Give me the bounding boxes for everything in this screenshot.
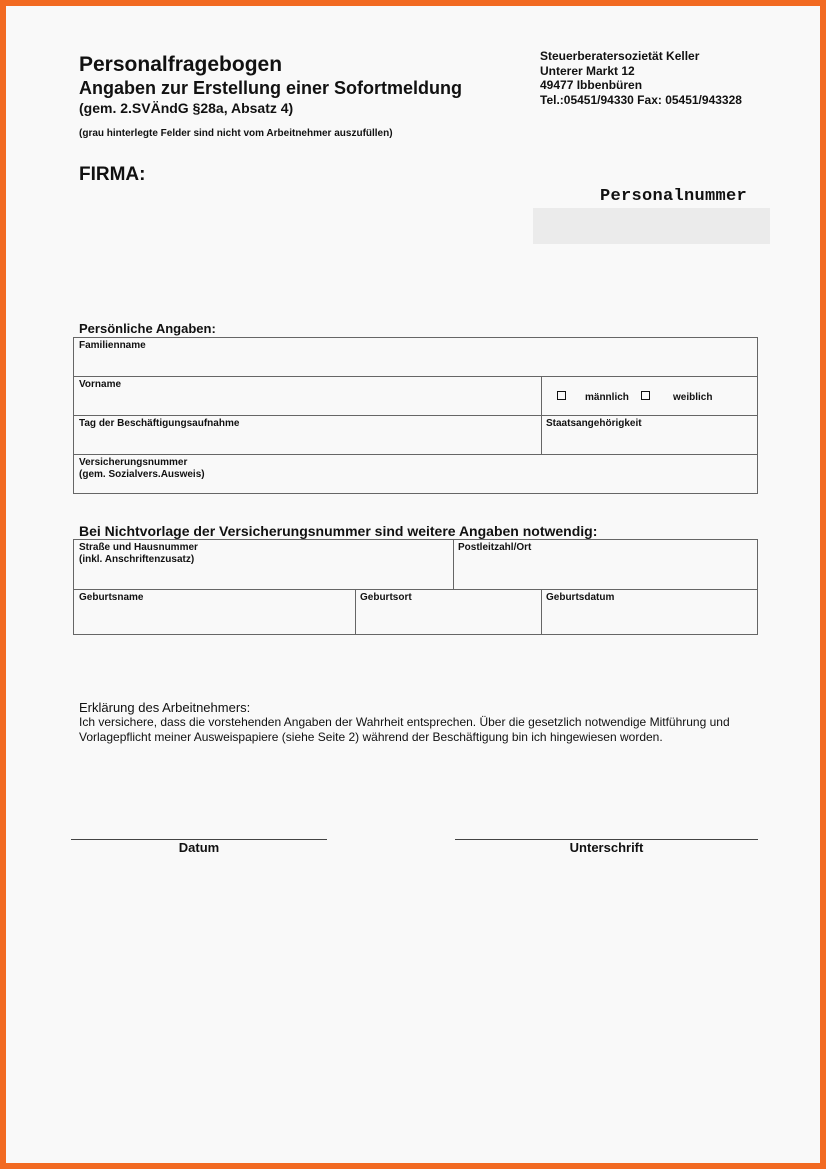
beschaeftigungsaufnahme-field[interactable]: Tag der Beschäftigungsaufnahme (79, 418, 240, 429)
extra-data-table (73, 539, 758, 635)
company-street: Unterer Markt 12 (540, 63, 635, 78)
personal-section-title: Persönliche Angaben: (79, 321, 216, 336)
versicherungsnummer-label: Versicherungsnummer (79, 457, 188, 468)
firma-label: FIRMA: (79, 164, 146, 185)
maennlich-label: männlich (585, 392, 629, 403)
row-divider (74, 454, 757, 455)
versicherungsnummer-field[interactable] (79, 457, 205, 481)
company-city: 49477 Ibbenbüren (540, 78, 643, 92)
company-name: Steuerberatersozietät Keller (540, 49, 700, 63)
vorname-field[interactable]: Vorname (79, 379, 122, 390)
unterschrift-label: Unterschrift (569, 840, 644, 855)
column-divider (541, 589, 542, 634)
law-reference: (gem. 2.SVÄndG §28a, Absatz 4) (79, 100, 294, 116)
declaration (79, 700, 769, 745)
versicherungsnummer-sublabel: (gem. Sozialvers.Ausweis) (79, 469, 205, 480)
form-title: Personalfragebogen (79, 53, 283, 76)
geburtsdatum-field[interactable]: Geburtsdatum (546, 592, 615, 603)
staatsangehoerigkeit-field[interactable]: Staatsangehörigkeit (546, 418, 642, 429)
weiblich-label: weiblich (673, 392, 713, 403)
weiblich-checkbox[interactable] (641, 391, 650, 400)
column-divider (541, 376, 542, 454)
geburtsname-field[interactable]: Geburtsname (79, 592, 144, 603)
column-divider (355, 589, 356, 634)
company-contact: Tel.:05451/94330 Fax: 05451/943328 (540, 92, 742, 107)
extra-section-title: Bei Nichtvorlage der Versicherungsnummer sind weitere Angaben notwendig: (79, 523, 598, 539)
form-subtitle: Angaben zur Erstellung einer Sofortmeldung (79, 78, 463, 98)
geburtsort-field[interactable]: Geburtsort (360, 592, 412, 603)
strasse-field[interactable] (79, 542, 198, 566)
plz-ort-field[interactable]: Postleitzahl/Ort (458, 542, 532, 553)
familienname-field[interactable]: Familienname (79, 340, 146, 351)
declaration-text: Ich versichere, dass die vorstehenden Angaben der Wahrheit entsprechen. Über die gesetzlich notwendige Mitführung und Vorlagepflicht meiner Ausweispapiere (siehe Seite 2) während der Beschäftigung bin ich hingewiesen worden. (79, 715, 730, 744)
datum-label: Datum (178, 840, 220, 855)
strasse-label: Straße und Hausnummer (79, 542, 198, 553)
personalnummer-label: Personalnummer (600, 187, 748, 206)
personalnummer-field[interactable] (533, 208, 770, 244)
company-address (540, 49, 742, 107)
column-divider (453, 540, 454, 589)
row-divider (74, 376, 757, 377)
maennlich-checkbox[interactable] (557, 391, 566, 400)
row-divider (74, 589, 757, 590)
strasse-sublabel: (inkl. Anschriftenzusatz) (79, 554, 195, 565)
grey-fields-note: (grau hinterlegte Felder sind nicht vom Arbeitnehmer auszufüllen) (79, 128, 393, 139)
row-divider (74, 415, 757, 416)
personal-data-table (73, 337, 758, 494)
declaration-title: Erklärung des Arbeitnehmers: (79, 700, 251, 715)
